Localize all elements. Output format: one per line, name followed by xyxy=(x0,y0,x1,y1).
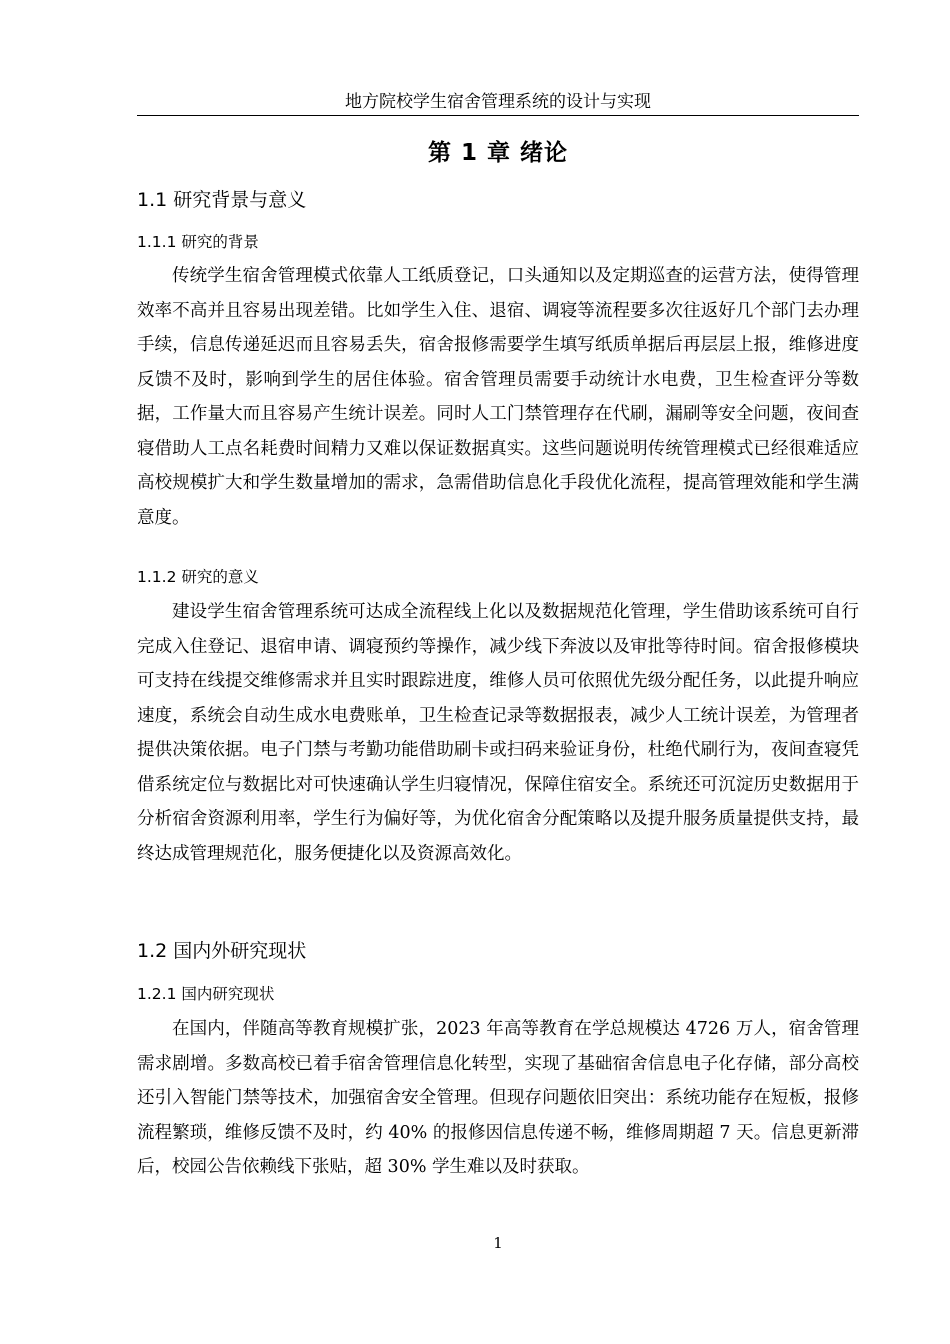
chapter-title: 第 1 章 绪论 xyxy=(427,140,569,166)
paragraph-domestic-status: 在国内，伴随高等教育规模扩张，2023 年高等教育在学总规模达 4726 万人，宿舍管理需求剧增。多数高校已着手宿舍管理信息化转型，实现了基础宿舍信息电子化存储，部分高校还引入智能门禁等技术，加强宿舍安全管理。但现存问题依旧突出：系统功能存在短板，报修流程繁琐，维修反馈不及时，约 40% 的报修因信息传递不畅，维修周期超 7 天。信息更新滞后，校园公告依赖线下张贴，超 30% 学生难以及时获取。 xyxy=(137,1019,859,1177)
header-rule xyxy=(137,115,859,116)
subsection-heading-1-2-1: 1.2.1 国内研究现状 xyxy=(137,985,275,1003)
paragraph-significance: 建设学生宿舍管理系统可达成全流程线上化以及数据规范化管理，学生借助该系统可自行完成入住登记、退宿申请、调寝预约等操作，减少线下奔波以及审批等待时间。宿舍报修模块可支持在线提交维修需求并且实时跟踪进度，维修人员可依照优先级分配任务，以此提升响应速度，系统会自动生成水电费账单，卫生检查记录等数据报表，减少人工统计误差，为管理者提供决策依据。电子门禁与考勤功能借助刷卡或扫码来验证身份，杜绝代刷行为，夜间查寝凭借系统定位与数据比对可快速确认学生归寝情况，保障住宿安全。系统还可沉淀历史数据用于分析宿舍资源利用率，学生行为偏好等，为优化宿舍分配策略以及提升服务质量提供支持，最终达成管理规范化，服务便捷化以及资源高效化。 xyxy=(137,602,859,864)
page-number: 1 xyxy=(493,1234,503,1252)
section-heading-1-1: 1.1 研究背景与意义 xyxy=(137,189,307,211)
subsection-heading-1-1-2: 1.1.2 研究的意义 xyxy=(137,568,259,586)
paragraph-background: 传统学生宿舍管理模式依靠人工纸质登记，口头通知以及定期巡查的运营方法，使得管理效率不高并且容易出现差错。比如学生入住、退宿、调寝等流程要多次往返好几个部门去办理手续，信息传递延迟而且容易丢失，宿舍报修需要学生填写纸质单据后再层层上报，维修进度反馈不及时，影响到学生的居住体验。宿舍管理员需要手动统计水电费，卫生检查评分等数据，工作量大而且容易产生统计误差。同时人工门禁管理存在代刷，漏刷等安全问题，夜间查寝借助人工点名耗费时间精力又难以保证数据真实。这些问题说明传统管理模式已经很难适应高校规模扩大和学生数量增加的需求，急需借助信息化手段优化流程，提高管理效能和学生满意度。 xyxy=(137,266,859,528)
section-heading-1-2: 1.2 国内外研究现状 xyxy=(137,940,307,962)
running-header: 地方院校学生宿舍管理系统的设计与实现 xyxy=(345,92,651,112)
subsection-heading-1-1-1: 1.1.1 研究的背景 xyxy=(137,233,259,251)
